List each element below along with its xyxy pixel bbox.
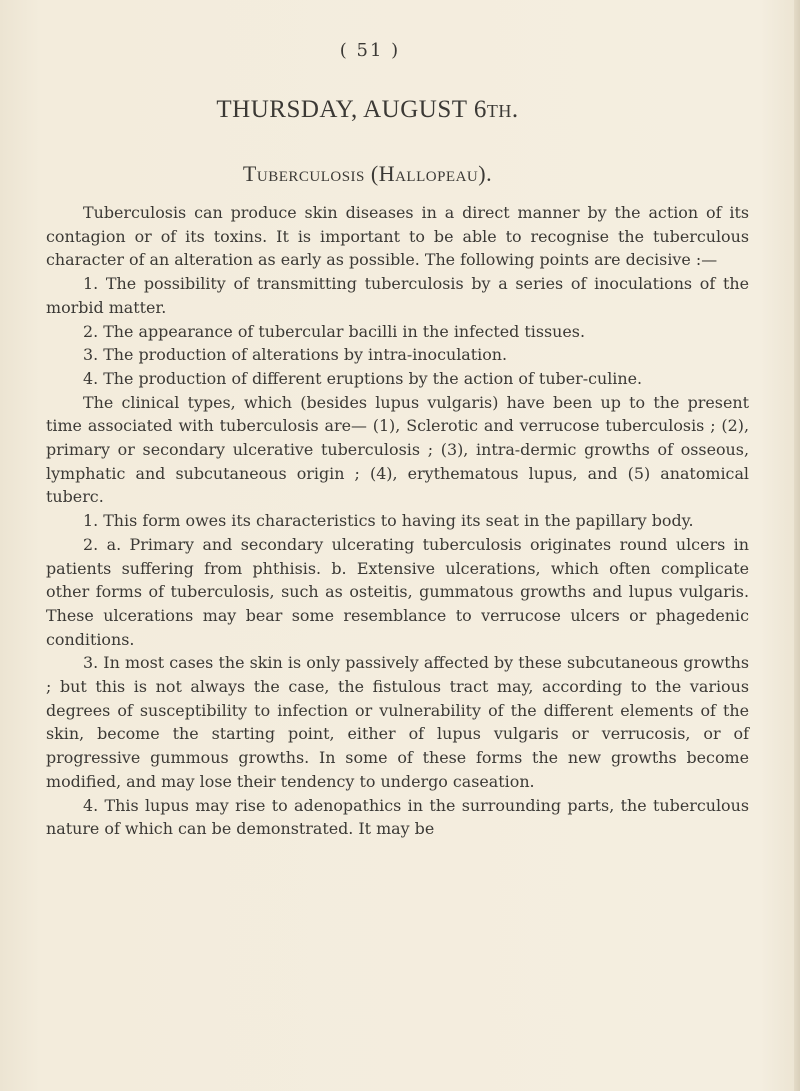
paragraph-form-4: 4. This lupus may rise to adenopathics in the surrounding parts, the tuberculous nature of which can be demonstrated. It may be <box>46 795 749 839</box>
page-text-block <box>46 40 749 841</box>
paragraph-form-3: 3. In most cases the skin is only passively affected by these subcutaneous growths ; but this is not always the case, the fistulous tract may, according to the various degrees of susceptibility to infection or vulnerability of the different elements of the skin, become the starting point, either of lupus vulgaris or verrucosis, or of progressive gummous growths. In some of these forms the new growths become modified, and may lose their tendency to undergo caseation. <box>46 653 749 791</box>
page-edge-shadow <box>794 0 800 1091</box>
paragraph-intro: Tuberculosis can produce skin diseases in a direct manner by the action of its contagion or of its toxins. It is important to be able to recognise the tuberculous character of an alteration as early as possible. The following points are decisive :— <box>46 203 749 270</box>
paragraph-point-1: 1. The possibility of transmitting tuberculosis by a series of inoculations of the morbid matter. <box>46 274 749 317</box>
topic-heading: Tuberculosis (Hallopeau). <box>242 161 493 186</box>
paragraph-point-3: 3. The production of alterations by intra-inoculation. <box>83 345 508 365</box>
paragraph-clinical-types: The clinical types, which (besides lupus vulgaris) have been up to the present time associated with tuberculosis are— (1), Sclerotic and verrucose tuberculosis ; (2), primary or secondary ulcerative tuberculosis ; (3), intra-dermic growths of osseous, lymphatic and subcutaneous origin ; (4), erythematous lupus, and (5) anatomical tuberc. <box>46 392 749 507</box>
paragraph-form-1: 1. This form owes its characteristics to having its seat in the papillary body. <box>83 511 694 531</box>
paragraph-form-2: 2. a. Primary and secondary ulcerating tuberculosis originates round ulcers in patients suffering from phthisis. b. Extensive ulcerations, which often complicate other forms of tuberculosis, such as osteitis, gummatous growths and lupus vulgaris. These ulcerations may bear some resemblance to verrucose ulcers or phagedenic conditions. <box>46 534 749 649</box>
page-number: ( 51 ) <box>339 40 401 61</box>
day-heading: THURSDAY, AUGUST 6th. <box>216 96 519 123</box>
paragraph-point-4: 4. The production of different eruptions by the action of tuber-culine. <box>83 368 643 388</box>
paragraph-point-2: 2. The appearance of tubercular bacilli in the infected tissues. <box>83 321 585 341</box>
